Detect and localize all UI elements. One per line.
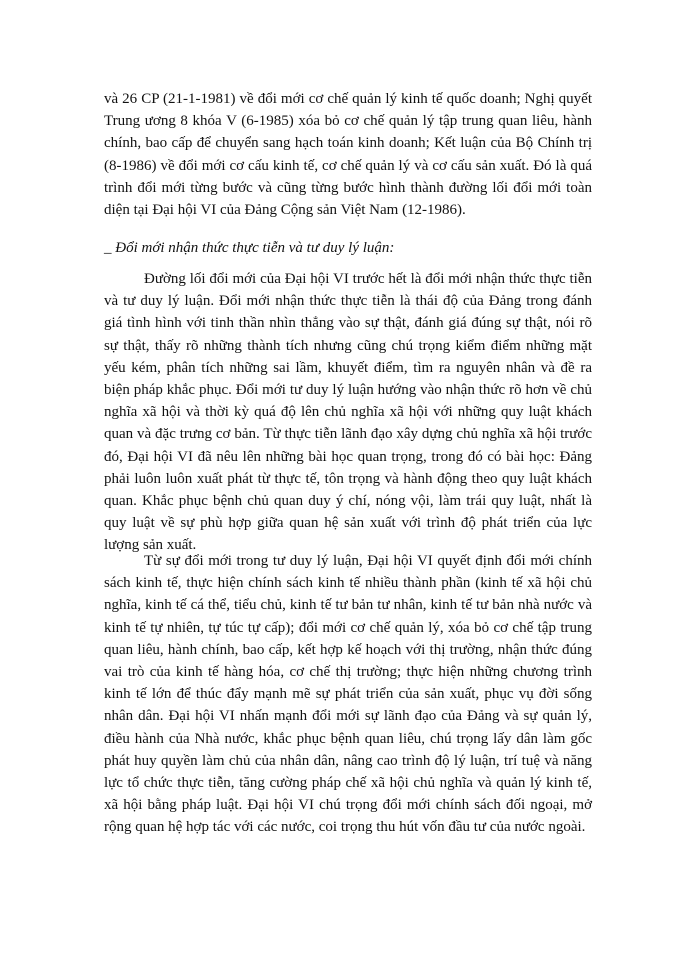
paragraph-2: Đường lối đổi mới của Đại hội VI trước hết là đổi mới nhận thức thực tiễn và tư duy lý luận. Đổi mới nhận thức thực tiễn là thái độ của Đảng trong đánh giá tình hình với tinh thần nhìn thẳng vào sự thật, đánh giá đúng sự thật, nói rõ sự thật, thấy rõ những thành tích nhưng cũng chú trọng kiểm điểm những mặt yếu kém, phân tích những sai lầm, khuyết điểm, tìm ra nguyên nhân và đề ra biện pháp khắc phục. Đổi mới tư duy lý luận hướng vào nhận thức rõ hơn về chủ nghĩa xã hội và thời kỳ quá độ lên chủ nghĩa xã hội với những quy luật khách quan và đặc trưng cơ bản. Từ thực tiễn lãnh đạo xây dựng chủ nghĩa xã hội trước đó, Đại hội VI đã nêu lên những bài học quan trọng, trong đó có bài học: Đảng phải luôn luôn xuất phát từ thực tế, tôn trọng và hành động theo quy luật khách quan. Khắc phục bệnh chủ quan duy ý chí, nóng vội, làm trái quy luật, nhất là quy luật về sự phù hợp giữa quan hệ sản xuất với trình độ phát triển của lực lượng sản xuất. (104, 271, 592, 554)
paragraph-1: và 26 CP (21-1-1981) về đổi mới cơ chế quản lý kinh tế quốc doanh; Nghị quyết Trung ương 8 khóa V (6-1985) xóa bỏ cơ chế quản lý tập trung quan liêu, hành chính, bao cấp để chuyển sang hạch toán kinh doanh; Kết luận của Bộ Chính trị (8-1986) về đổi mới cơ cấu kinh tế, cơ chế quản lý và cơ cấu sản xuất. Đó là quá trình đổi mới từng bước và cũng từng bước hình thành đường lối đổi mới toàn diện tại Đại hội VI của Đảng Cộng sản Việt Nam (12-1986). (104, 91, 592, 219)
section-heading: _ Đổi mới nhận thức thực tiễn và tư duy lý luận: (104, 240, 395, 256)
paragraph-3: Từ sự đổi mới trong tư duy lý luận, Đại hội VI quyết định đổi mới chính sách kinh tế, thực hiện chính sách kinh tế nhiều thành phần (kinh tế xã hội chủ nghĩa, kinh tế cá thể, tiểu chủ, kinh tế tư bản tư nhân, kinh tế tư bản nhà nước và kinh tế tự nhiên, tự túc tự cấp); đổi mới cơ chế quản lý, xóa bỏ cơ chế tập trung quan liêu, hành chính, bao cấp, kết hợp kế hoạch với thị trường, nhận thức đúng vai trò của kinh tế hàng hóa, cơ chế thị trường; thực hiện những chương trình kinh tế lớn để thúc đẩy mạnh mẽ sự phát triển của sản xuất, phục vụ đời sống nhân dân. Đại hội VI nhấn mạnh đổi mới sự lãnh đạo của Đảng và sự quản lý, điều hành của Nhà nước, khắc phục bệnh quan liêu, chú trọng lấy dân làm gốc phát huy quyền làm chủ của nhân dân, nâng cao trình độ lý luận, trí tuệ và năng lực tổ chức thực tiễn, tăng cường pháp chế xã hội chủ nghĩa và quản lý kinh tế, xã hội bằng pháp luật. Đại hội VI chú trọng đổi mới chính sách đối ngoại, mở rộng quan hệ hợp tác với các nước, coi trọng thu hút vốn đầu tư của nước ngoài. (104, 553, 592, 836)
